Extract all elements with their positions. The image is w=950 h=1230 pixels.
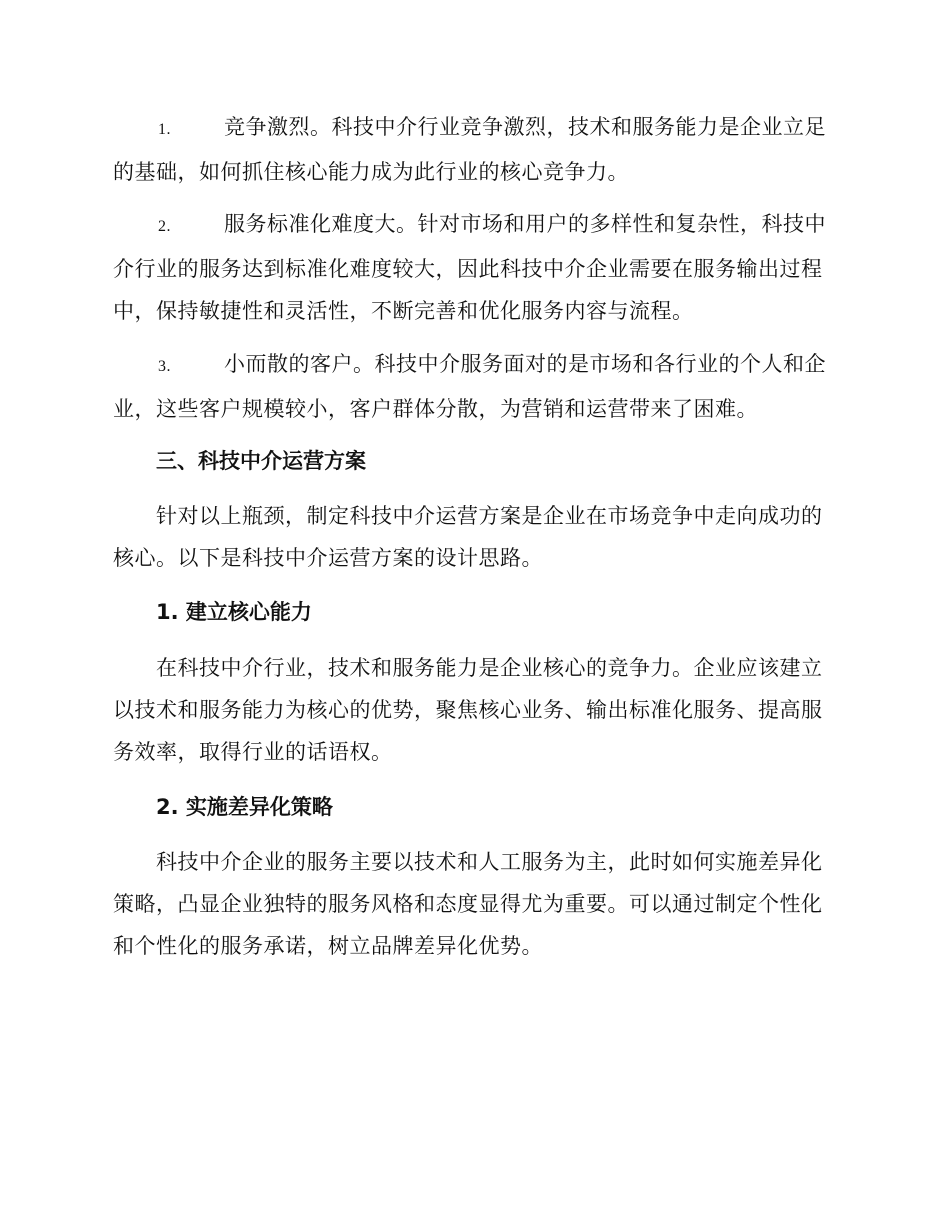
list-number: 1. xyxy=(158,121,171,138)
list-number: 3. xyxy=(158,358,171,375)
list-item-3 xyxy=(113,343,835,430)
list-text: 竞争激烈。科技中介行业竞争激烈，技术和服务能力是企业立足的基础，如何抓住核心能力成为此行业的核心竞争力。 xyxy=(113,115,826,184)
subsection-heading-2: 2. 实施差异化策略 xyxy=(156,795,333,819)
list-text: 小而散的客户。科技中介服务面对的是市场和各行业的个人和企业，这些客户规模较小，客户群体分散，为营销和运营带来了困难。 xyxy=(113,352,826,421)
subsection-paragraph-1: 在科技中介行业，技术和服务能力是企业核心的竞争力。企业应该建立以技术和服务能力为核心的优势，聚焦核心业务、输出标准化服务、提高服务效率，取得行业的话语权。 xyxy=(113,656,823,764)
section-heading: 三、科技中介运营方案 xyxy=(156,449,366,473)
list-item-1 xyxy=(113,106,835,193)
list-item-2 xyxy=(113,203,835,332)
list-text: 服务标准化难度大。针对市场和用户的多样性和复杂性，科技中介行业的服务达到标准化难度较大，因此科技中介企业需要在服务输出过程中，保持敏捷性和灵活性，不断完善和优化服务内容与流程。 xyxy=(113,212,826,323)
list-number: 2. xyxy=(158,218,171,235)
subsection-heading-1: 1. 建立核心能力 xyxy=(156,600,312,624)
subsection-paragraph-2: 科技中介企业的服务主要以技术和人工服务为主，此时如何实施差异化策略，凸显企业独特的服务风格和态度显得尤为重要。可以通过制定个性化和个性化的服务承诺，树立品牌差异化优势。 xyxy=(113,850,823,958)
section-intro-paragraph: 针对以上瓶颈，制定科技中介运营方案是企业在市场竞争中走向成功的核心。以下是科技中介运营方案的设计思路。 xyxy=(113,504,823,570)
